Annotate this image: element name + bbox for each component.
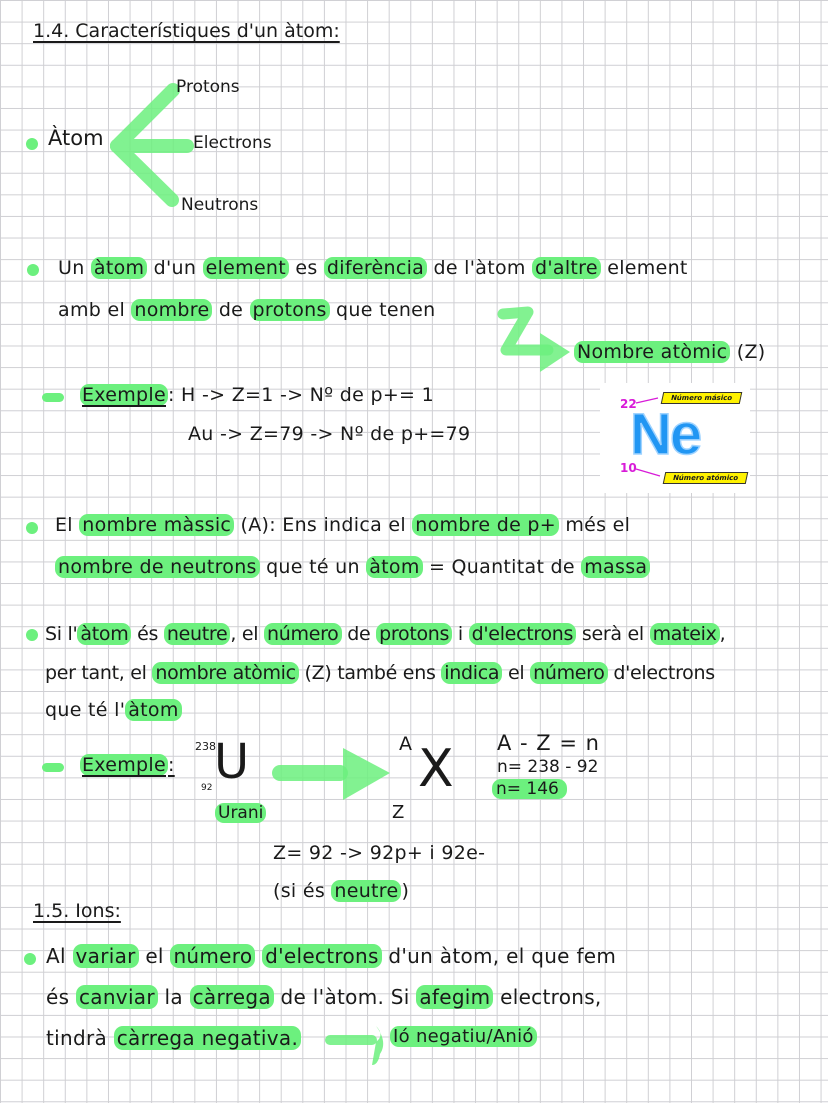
highlighted-term: àtom — [91, 257, 147, 279]
text-run: element — [600, 257, 688, 279]
neutral-note-line1: Z= 92 -> 92p+ i 92e- — [273, 842, 486, 864]
text-run: = Quantitat de — [422, 556, 582, 578]
highlighted-term: d'electrons — [262, 944, 382, 968]
highlighted-term: nombre de p+ — [412, 514, 559, 536]
text-run: el — [502, 662, 531, 684]
generic-mass-number: A — [399, 733, 412, 755]
highlighted-term: nombre de neutrons — [55, 556, 260, 578]
diagram-branch-neutrons: Neutrons — [181, 195, 259, 215]
bullet4-line1 — [46, 944, 616, 968]
anion-result: Ió negatiu/Anió — [390, 1026, 537, 1047]
highlighted-term: àtom — [125, 699, 181, 721]
highlighted-term: protons — [376, 623, 452, 645]
text-run: , el — [230, 623, 264, 645]
highlighted-term: nombre màssic — [79, 514, 234, 536]
uranium-mass-number: 238 — [195, 740, 216, 753]
neutral-note-line2: (si és neutre ) — [273, 880, 410, 902]
highlighted-term: element — [203, 257, 289, 279]
section-title-1-4: 1.4. Característiques d'un àtom: — [33, 20, 340, 42]
text-run: Al — [46, 944, 73, 968]
text-run: amb el — [58, 299, 132, 321]
bullet-icon — [24, 953, 36, 965]
bullet1-line1 — [58, 257, 688, 279]
highlighted-term: número — [530, 662, 608, 684]
text-run: que tenen — [329, 299, 436, 321]
text-run: que té l' — [45, 699, 126, 721]
generic-symbol: X — [418, 739, 454, 799]
text-run: Si l' — [45, 623, 78, 645]
highlighted-term: indica — [441, 662, 502, 684]
text-run: de — [212, 299, 250, 321]
element-symbol-ne: Ne — [630, 402, 701, 467]
mass-number-label: Número másico — [661, 392, 743, 404]
highlighted-term: mateix — [650, 623, 720, 645]
bullet3-line1 — [45, 623, 725, 645]
right-arrow-icon — [0, 734, 828, 820]
atomic-number-label: Número atómico — [663, 472, 749, 484]
highlighted-term: número — [170, 944, 255, 968]
text-run: tindrà — [46, 1026, 114, 1050]
highlighted-term: càrrega — [190, 985, 274, 1009]
highlighted-term: d'electrons — [469, 623, 577, 645]
bullet2-line2 — [55, 556, 650, 578]
text-run: per tant, el — [45, 662, 153, 684]
highlighted-term: variar — [73, 944, 139, 968]
formula-line3: n= 146 — [492, 779, 567, 799]
highlighted-term: diferència — [324, 257, 427, 279]
text-run: es — [289, 257, 324, 279]
bullet2-line1 — [55, 514, 630, 536]
text-run: és — [46, 985, 76, 1009]
example2-label: Exemple : — [82, 754, 175, 776]
mass-number: 22 — [620, 397, 637, 411]
text-run: (Z) també ens — [298, 662, 442, 684]
highlighted-term: càrrega negativa. — [114, 1026, 301, 1050]
atomic-number-symbol: (Z) — [736, 341, 766, 363]
atomic-number-label: Nombre atòmic — [574, 341, 730, 363]
text-run: el — [138, 944, 171, 968]
example1-row1 — [80, 384, 434, 406]
bullet3-line3 — [45, 699, 182, 721]
diagram-branch-protons: Protons — [176, 77, 240, 97]
uranium-symbol: U — [214, 734, 250, 790]
highlighted-term: nombre — [131, 299, 212, 321]
atomic-number-result — [574, 341, 765, 363]
uranium-name: Urani — [215, 803, 266, 823]
text-run: més el — [559, 514, 631, 536]
text-run: la — [157, 985, 190, 1009]
formula-line1: A - Z = n — [497, 731, 600, 755]
bullet-icon — [26, 629, 38, 641]
bullet4-line2 — [46, 985, 602, 1009]
text-run: , — [719, 623, 726, 645]
dash-icon — [42, 393, 64, 402]
bullet-icon — [27, 264, 39, 276]
text-run: serà el — [576, 623, 650, 645]
bullet-icon — [26, 522, 38, 534]
uranium-atomic-number: 92 — [201, 783, 213, 793]
highlighted-term: massa — [581, 556, 650, 578]
formula-line2: n= 238 - 92 — [497, 757, 599, 777]
text-run: Un — [58, 257, 91, 279]
highlighted-term: protons — [250, 299, 330, 321]
highlighted-term: àtom — [77, 623, 131, 645]
diagram-root-atom: Àtom — [48, 126, 104, 150]
text-run: de l'àtom. Si — [273, 985, 417, 1009]
highlighted-term: nombre atòmic — [152, 662, 298, 684]
generic-atomic-number: Z — [392, 802, 405, 823]
text-run: d'electrons — [607, 662, 715, 684]
text-run: i — [452, 623, 469, 645]
diagram-branch-electrons: Electrons — [193, 133, 272, 153]
colon: : — [168, 384, 182, 406]
example1-line2: Au -> Z=79 -> Nº de p+=79 — [188, 423, 471, 445]
branch-arrows-icon — [0, 0, 828, 240]
section-title-1-5: 1.5. Ions: — [33, 900, 121, 922]
text-run: d'un — [147, 257, 203, 279]
highlighted-term: neutre — [164, 623, 231, 645]
highlighted-term: d'altre — [532, 257, 601, 279]
highlighted-term: número — [264, 623, 342, 645]
neon-element-card — [600, 383, 750, 493]
text-run: d'un àtom, el que fem — [381, 944, 617, 968]
example1-line1: H -> Z=1 -> Nº de p+= 1 — [181, 384, 434, 406]
text-run: que té un — [259, 556, 367, 578]
text-run: de l'àtom — [427, 257, 533, 279]
text-run: El — [55, 514, 80, 536]
text-run: és — [131, 623, 164, 645]
text-run: electrons, — [493, 985, 602, 1009]
highlighted-term: afegim — [416, 985, 493, 1009]
bullet3-line2 — [45, 662, 715, 684]
text-run: de — [341, 623, 377, 645]
example-label: Exemple — [82, 384, 166, 406]
highlighted-term: àtom — [366, 556, 422, 578]
atomic-number: 10 — [620, 461, 637, 475]
text-run: (A): Ens indica el — [234, 514, 413, 536]
highlighted-term: canviar — [76, 985, 158, 1009]
